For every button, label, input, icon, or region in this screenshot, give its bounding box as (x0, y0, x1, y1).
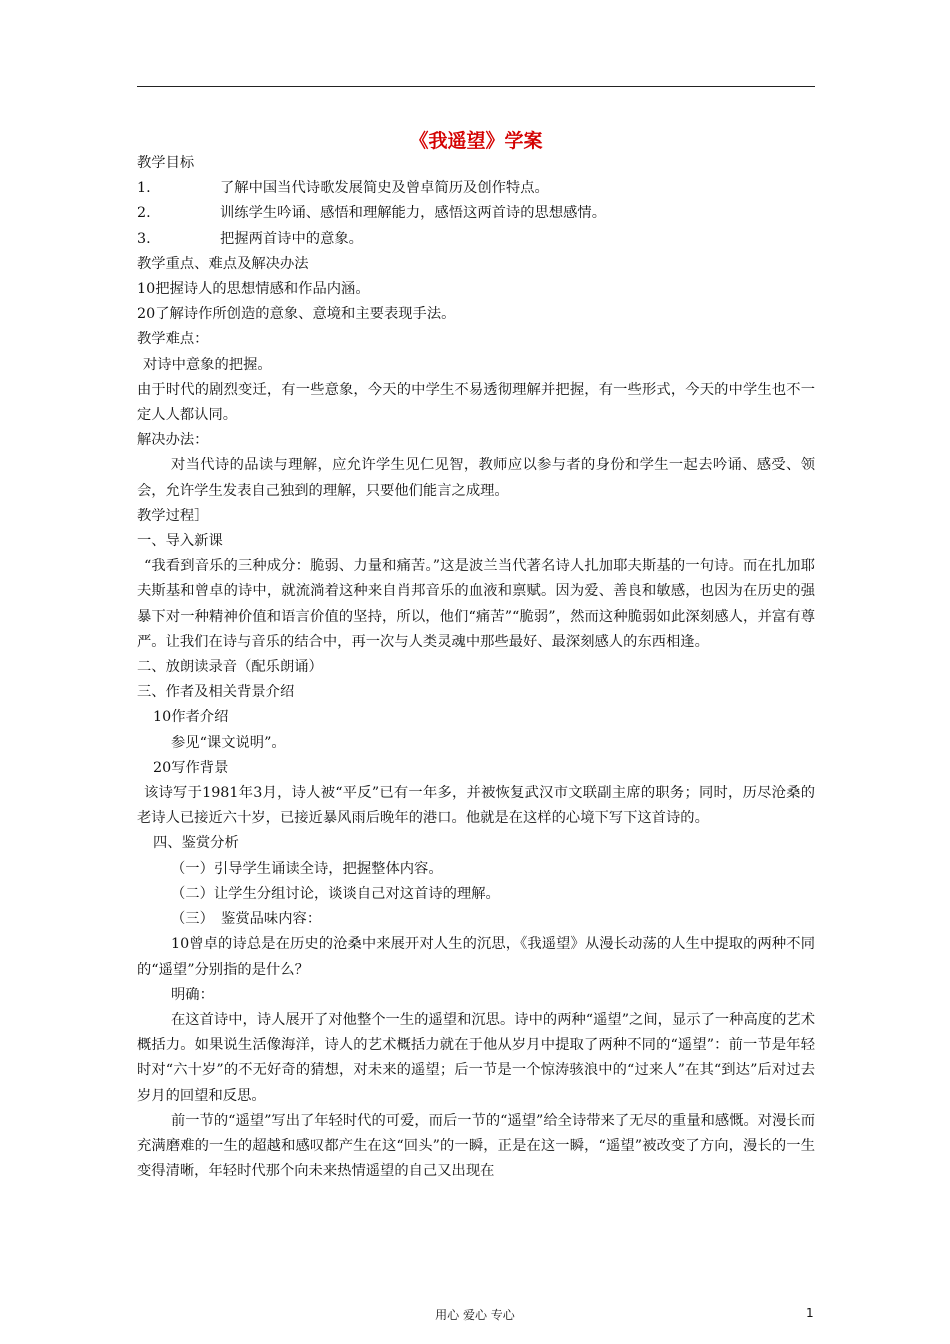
objective-item (137, 176, 815, 201)
background-heading: 20写作背景 (153, 759, 229, 776)
section-2-heading: 二、放朗读录音（配乐朗诵） (137, 659, 323, 676)
answer-paragraph-2: 前一节的“遥望”写出了年轻时代的可爱，而后一节的“遥望”给全诗带来了无尽的重量和感慨。对漫长而充满磨难的一生的超越和感叹都产生在这“回头”的一瞬，正是在这一瞬，“遥望”被改变了方向，漫长的一生变得清晰，年轻时代那个向未来热情遥望的自己又出现在 (137, 1112, 815, 1180)
objectives-heading: 教学目标 (137, 155, 195, 171)
author-intro-heading: 10作者介绍 (153, 709, 229, 726)
objective-number: 1. (137, 180, 151, 197)
objective-text: 训练学生吟诵、感悟和理解能力，感悟这两首诗的思想感情。 (220, 205, 607, 222)
objective-item (137, 227, 815, 252)
section-1-heading: 一、导入新课 (137, 533, 223, 550)
difficulty-heading: 教学难点： (137, 331, 209, 348)
header-rule (137, 86, 815, 87)
section-4-item-b: （二）让学生分组讨论，谈谈自己对这首诗的理解。 (171, 885, 500, 902)
keypoint-2: 20了解诗作所创造的意象、意境和主要表现手法。 (137, 306, 456, 323)
question-1: 10曾卓的诗总是在历史的沧桑中来展开对人生的沉思，《我遥望》从漫长动荡的人生中提取的两种不同的“遥望”分别指的是什么？ (137, 936, 815, 978)
answer-label: 明确： (171, 986, 214, 1003)
keypoints-heading: 教学重点、难点及解决办法 (137, 255, 309, 272)
objective-number: 3. (137, 230, 151, 247)
section-4-item-a: （一）引导学生诵读全诗，把握整体内容。 (171, 860, 443, 877)
answer-paragraph-1: 在这首诗中，诗人展开了对他整个一生的遥望和沉思。诗中的两种“遥望”之间，显示了一种高度的艺术概括力。如果说生活像海洋，诗人的艺术概括力就在于他从岁月中提取了两种不同的“遥望”：前一节是年轻时对“六十岁”的不无好奇的猜想，对未来的遥望；后一节是一个惊涛骇浪中的“过来人”在其“到达”后对过去岁月的回望和反思。 (137, 1011, 815, 1104)
difficulty-reason: 由于时代的剧烈变迁，有一些意象，今天的中学生不易透彻理解并把握，有一些形式，今天的中学生也不一定人人都认同。 (137, 381, 815, 424)
solution-heading: 解决办法： (137, 432, 209, 449)
objective-text: 了解中国当代诗歌发展简史及曾卓简历及创作特点。 (220, 180, 549, 197)
footer-motto: 用心 爱心 专心 (435, 1308, 515, 1322)
document-body (137, 151, 815, 1184)
solution-text: 对当代诗的品读与理解，应允许学生见仁见智，教师应以参与者的身份和学生一起去吟诵、感受、领会，允许学生发表自己独到的理解，只要他们能言之成理。 (137, 457, 815, 499)
objective-item (137, 201, 815, 226)
section-4-heading: 四、鉴赏分析 (153, 835, 239, 852)
section-1-text: “我看到音乐的三种成分：脆弱、力量和痛苦。”这是波兰当代著名诗人扎加耶夫斯基的一句诗。而在扎加耶夫斯基和曾卓的诗中，就流淌着这种来自肖邦音乐的血液和禀赋。因为爱、善良和敏感，也因为在历史的强暴下对一种精神价值和语言价值的坚持，所以，他们“痛苦”“脆弱”，然而这种脆弱如此深刻感人，并富有尊严。让我们在诗与音乐的结合中，再一次与人类灵魂中那些最好、最深刻感人的东西相逢。 (137, 558, 815, 650)
keypoint-1: 10把握诗人的思想情感和作品内涵。 (137, 281, 370, 298)
author-intro-text: 参见“课文说明”。 (171, 734, 286, 751)
background-text: 该诗写于1981年3月，诗人被“平反”已有一年多，并被恢复武汉市文联副主席的职务；同时，历尽沧桑的老诗人已接近六十岁，已接近暴风雨后晚年的港口。他就是在这样的心境下写下这首诗的。 (137, 785, 815, 827)
document-title: 《我遥望》学案 (409, 130, 543, 152)
objective-text: 把握两首诗中的意象。 (220, 230, 363, 247)
page-number: 1 (806, 1306, 814, 1320)
process-heading: 教学过程］ (137, 507, 209, 524)
section-3-heading: 三、作者及相关背景介绍 (137, 684, 295, 701)
section-4-item-c: （三） 鉴赏品味内容： (171, 911, 322, 928)
objective-number: 2. (137, 205, 151, 222)
difficulty-item: 对诗中意象的把握。 (143, 356, 272, 373)
